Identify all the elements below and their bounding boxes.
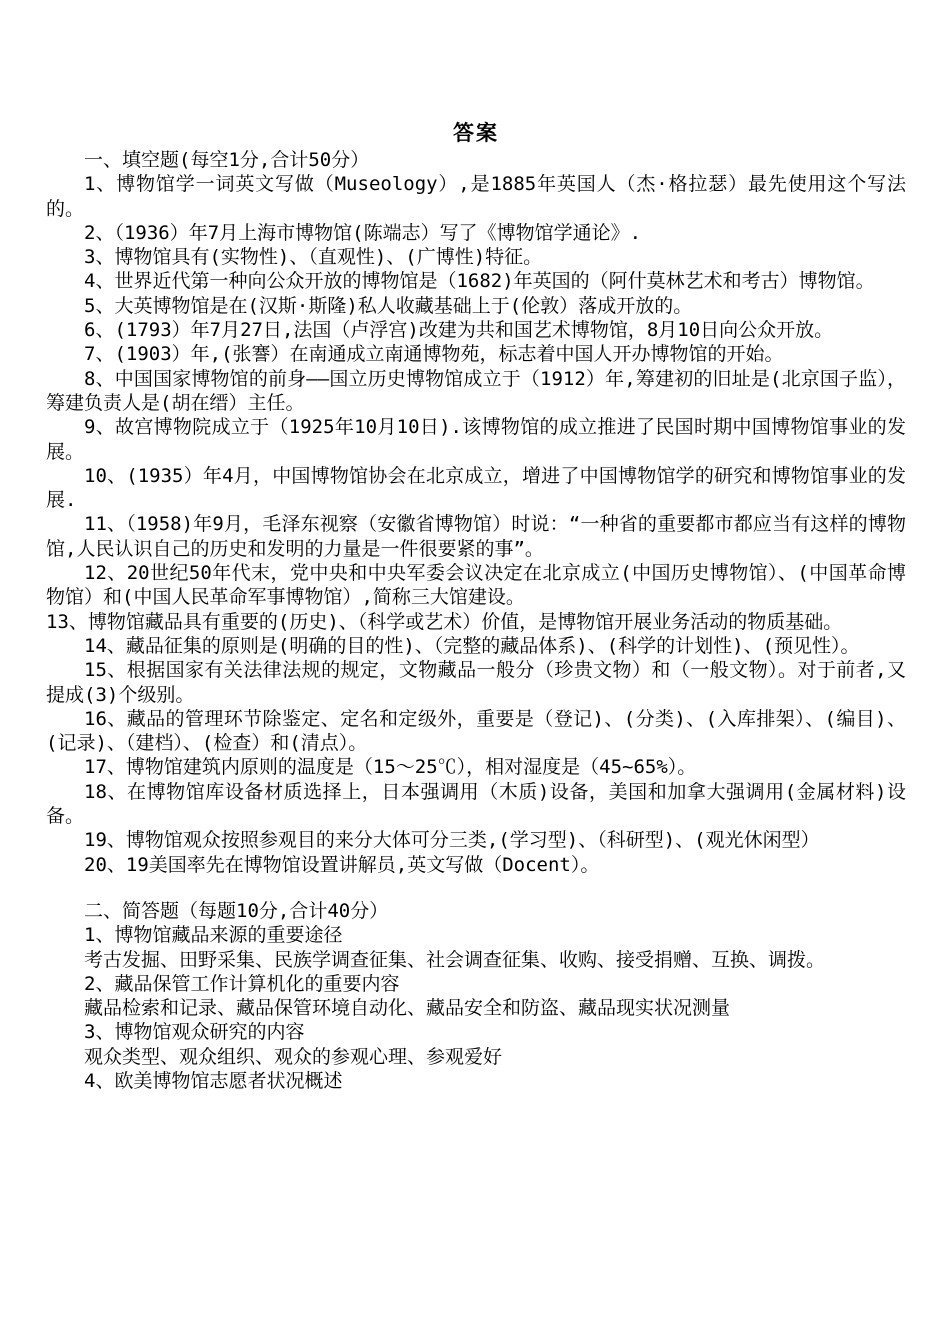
- fill-item-16: 16、藏品的管理环节除鉴定、定名和定级外，重要是（登记)、(分类)、(入库排架）、(编目)、(记录)、（建档）、(检查）和(清点）。: [46, 707, 906, 755]
- fill-item-20: 20、19美国率先在博物馆设置讲解员,英文写做（Docent）。: [84, 853, 600, 876]
- fill-item-10: 10、(1935）年4月，中国博物馆协会在北京成立，增进了中国博物馆学的研究和博物馆事业的发展.: [46, 464, 906, 512]
- fill-item-15: 15、根据国家有关法律法规的规定，文物藏品一般分（珍贵文物）和（一般文物）。对于前者,又提成(3)个级别。: [46, 659, 906, 706]
- answer-document: [46, 118, 906, 1093]
- fill-item-11: 11、（1958)年9月，毛泽东视察（安徽省博物馆）时说：“一种省的重要都市都应当有这样的博物馆,人民认识自己的历史和发明的力量是一件很要紧的事”。: [46, 513, 906, 560]
- short-question-4: 4、欧美博物馆志愿者状况概述: [84, 1069, 343, 1092]
- section-spacer: [46, 877, 906, 899]
- section1-heading: 一、填空题(每空1分,合计50分）: [84, 149, 370, 171]
- document-title: 答案: [453, 121, 499, 145]
- section2-heading: 二、简答题（每题10分,合计40分）: [84, 899, 389, 922]
- fill-item-17: 17、博物馆建筑内原则的温度是（15～25℃），相对湿度是（45~65%）。: [84, 756, 697, 779]
- fill-item-18: 18、在博物馆库设备材质选择上，日本强调用（木质)设备，美国和加拿大强调用(金属材料)设备。: [46, 780, 906, 828]
- fill-item-5: 5、大英博物馆是在(汉斯·斯隆)私人收藏基础上于(伦敦）落成开放的。: [84, 294, 693, 317]
- short-answer-1: 考古发掘、田野采集、民族学调查征集、社会调查征集、收购、接受捐赠、互换、调拨。: [84, 948, 826, 971]
- fill-item-9: 9、故宫博物院成立于（1925年10月10日).该博物馆的成立推进了民国时期中国博物馆事业的发展。: [46, 416, 906, 463]
- fill-item-12: 12、20世纪50年代末，党中央和中央军委会议决定在北京成立(中国历史博物馆）、(中国革命博物馆）和(中国人民革命军事博物馆）,简称三大馆建设。: [46, 562, 906, 609]
- fill-item-1: 1、博物馆学一词英文写做（Museology）,是1885年英国人（杰·格拉瑟）最先使用这个写法的。: [46, 173, 906, 220]
- short-answer-2: 藏品检索和记录、藏品保管环境自动化、藏品安全和防盗、藏品现实状况测量: [84, 997, 731, 1020]
- short-question-2: 2、藏品保管工作计算机化的重要内容: [84, 972, 400, 995]
- fill-item-2: 2、（1936）年7月上海市博物馆(陈端志）写了《博物馆学通论》.: [84, 221, 642, 244]
- short-question-3: 3、博物馆观众研究的内容: [84, 1021, 305, 1044]
- fill-item-8: 8、中国国家博物馆的前身——国立历史博物馆成立于（1912）年,筹建初的旧址是(北京国子监），筹建负责人是(胡在缙）主任。: [46, 367, 906, 414]
- fill-item-3: 3、博物馆具有(实物性)、（直观性)、(广博性)特征。: [84, 246, 543, 269]
- fill-item-4: 4、世界近代第一种向公众开放的博物馆是（1682)年英国的（阿什莫林艺术和考古）博物馆。: [84, 270, 875, 293]
- fill-item-6: 6、(1793）年7月27日,法国（卢浮宫)改建为共和国艺术博物馆，8月10日向公众开放。: [84, 319, 834, 342]
- fill-item-19: 19、博物馆观众按照参观目的来分大体可分三类,(学习型)、（科研型)、(观光休闲型）: [84, 829, 820, 852]
- short-answer-3: 观众类型、观众组织、观众的参观心理、参观爱好: [84, 1045, 503, 1068]
- fill-item-14: 14、藏品征集的原则是(明确的目的性)、（完整的藏品体系)、(科学的计划性)、(预见性）。: [84, 634, 860, 657]
- fill-item-7: 7、(1903）年,(张謇）在南通成立南通博物苑，标志着中国人开办博物馆的开始。: [84, 343, 784, 366]
- fill-item-13: 13、博物馆藏品具有重要的(历史)、（科学或艺术）价值，是博物馆开展业务活动的物质基础。: [46, 610, 843, 633]
- short-question-1: 1、博物馆藏品来源的重要途径: [84, 924, 343, 947]
